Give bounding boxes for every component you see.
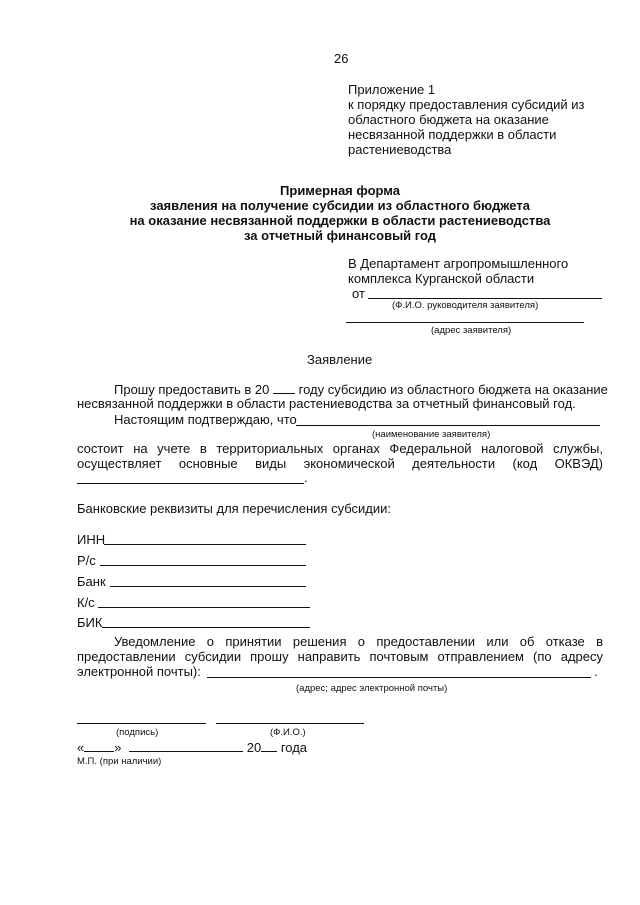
form-title-line: Примерная форма	[280, 183, 400, 198]
okved-field[interactable]	[77, 483, 304, 484]
signer-name-caption: (Ф.И.О.)	[270, 727, 306, 738]
bank-heading: Банковские реквизиты для перечисления субсидии:	[77, 501, 391, 516]
inn-field[interactable]	[104, 544, 306, 545]
bik-field[interactable]	[102, 627, 310, 628]
form-title-line: за отчетный финансовый год	[243, 228, 437, 243]
signature-caption: (подпись)	[116, 727, 159, 738]
quote-close: »	[114, 740, 122, 755]
bik-label: БИК	[77, 615, 103, 630]
year-prefix: 20	[246, 740, 262, 755]
account-label: Р/с	[77, 553, 96, 568]
corr-account-field[interactable]	[98, 607, 310, 608]
appendix-line: к порядку предоставления субсидий из	[348, 97, 585, 112]
addressee-line1: В Департамент агропромышленного	[348, 256, 569, 271]
appendix-line: растениеводства	[348, 142, 452, 157]
applicant-name-caption: (наименование заявителя)	[372, 429, 491, 440]
date-line	[77, 739, 307, 755]
corr-account-label: К/с	[77, 595, 95, 610]
page-number: 26	[334, 51, 349, 66]
inn-label: ИНН	[77, 532, 106, 547]
notification-line-2: предоставлении субсидии прошу направить почтовым отправлением (по адресу	[77, 649, 603, 664]
applicant-name-field[interactable]	[296, 425, 600, 426]
from-caption: (Ф.И.О. руководителя заявителя)	[392, 300, 539, 311]
paragraph-1-line-1	[114, 381, 608, 397]
date-year-field[interactable]	[261, 739, 277, 752]
quote-open: «	[77, 740, 85, 755]
form-title-line: заявления на получение субсидии из областного бюджета	[150, 198, 530, 213]
form-title	[80, 183, 600, 243]
appendix-block	[348, 82, 584, 157]
subsidy-text: году субсидию из областного бюджета на оказание	[298, 382, 608, 397]
address-caption: (адрес заявителя)	[431, 325, 512, 336]
signature-field[interactable]	[77, 723, 206, 724]
form-title-line: на оказание несвязанной поддержки в области растениеводства	[129, 213, 551, 228]
confirm-label: Настоящим подтверждаю, что	[114, 412, 297, 427]
notification-line-1: Уведомление о принятии решения о предоставлении или об отказе в	[114, 634, 603, 649]
notification-end: .	[594, 664, 598, 679]
month-field[interactable]	[129, 739, 243, 752]
email-field[interactable]	[207, 677, 591, 678]
appendix-title: Приложение 1	[348, 82, 436, 97]
year-suffix: года	[280, 740, 308, 755]
appendix-line: областного бюджета на оказание	[348, 112, 549, 127]
addressee-line2: комплекса Курганской области	[348, 271, 535, 286]
year-prefix-text: Прошу предоставить в 20	[114, 382, 270, 397]
paragraph-3-line-2: осуществляет основные виды экономической деятельности (код ОКВЭД)	[77, 456, 603, 471]
notification-line-3: электронной почты):	[77, 664, 201, 679]
okved-end: .	[304, 470, 308, 485]
paragraph-3-line-1: состоит на учете в территориальных органах Федеральной налоговой службы,	[77, 441, 603, 456]
email-caption: (адрес; адрес электронной почты)	[296, 683, 448, 694]
paragraph-1-line-2: несвязанной поддержки в области растениеводства за отчетный финансовый год.	[77, 396, 576, 411]
from-field[interactable]	[368, 298, 602, 299]
appendix-line: несвязанной поддержки в области	[348, 127, 557, 142]
address-field[interactable]	[346, 322, 584, 323]
day-field[interactable]	[84, 739, 114, 752]
signer-name-field[interactable]	[216, 723, 364, 724]
stamp-note: М.П. (при наличии)	[77, 756, 162, 767]
from-label: от	[352, 286, 365, 301]
year-field[interactable]	[273, 381, 295, 394]
bank-label: Банк	[77, 574, 106, 589]
account-field[interactable]	[100, 565, 306, 566]
statement-heading: Заявление	[307, 352, 373, 367]
bank-field[interactable]	[110, 586, 306, 587]
